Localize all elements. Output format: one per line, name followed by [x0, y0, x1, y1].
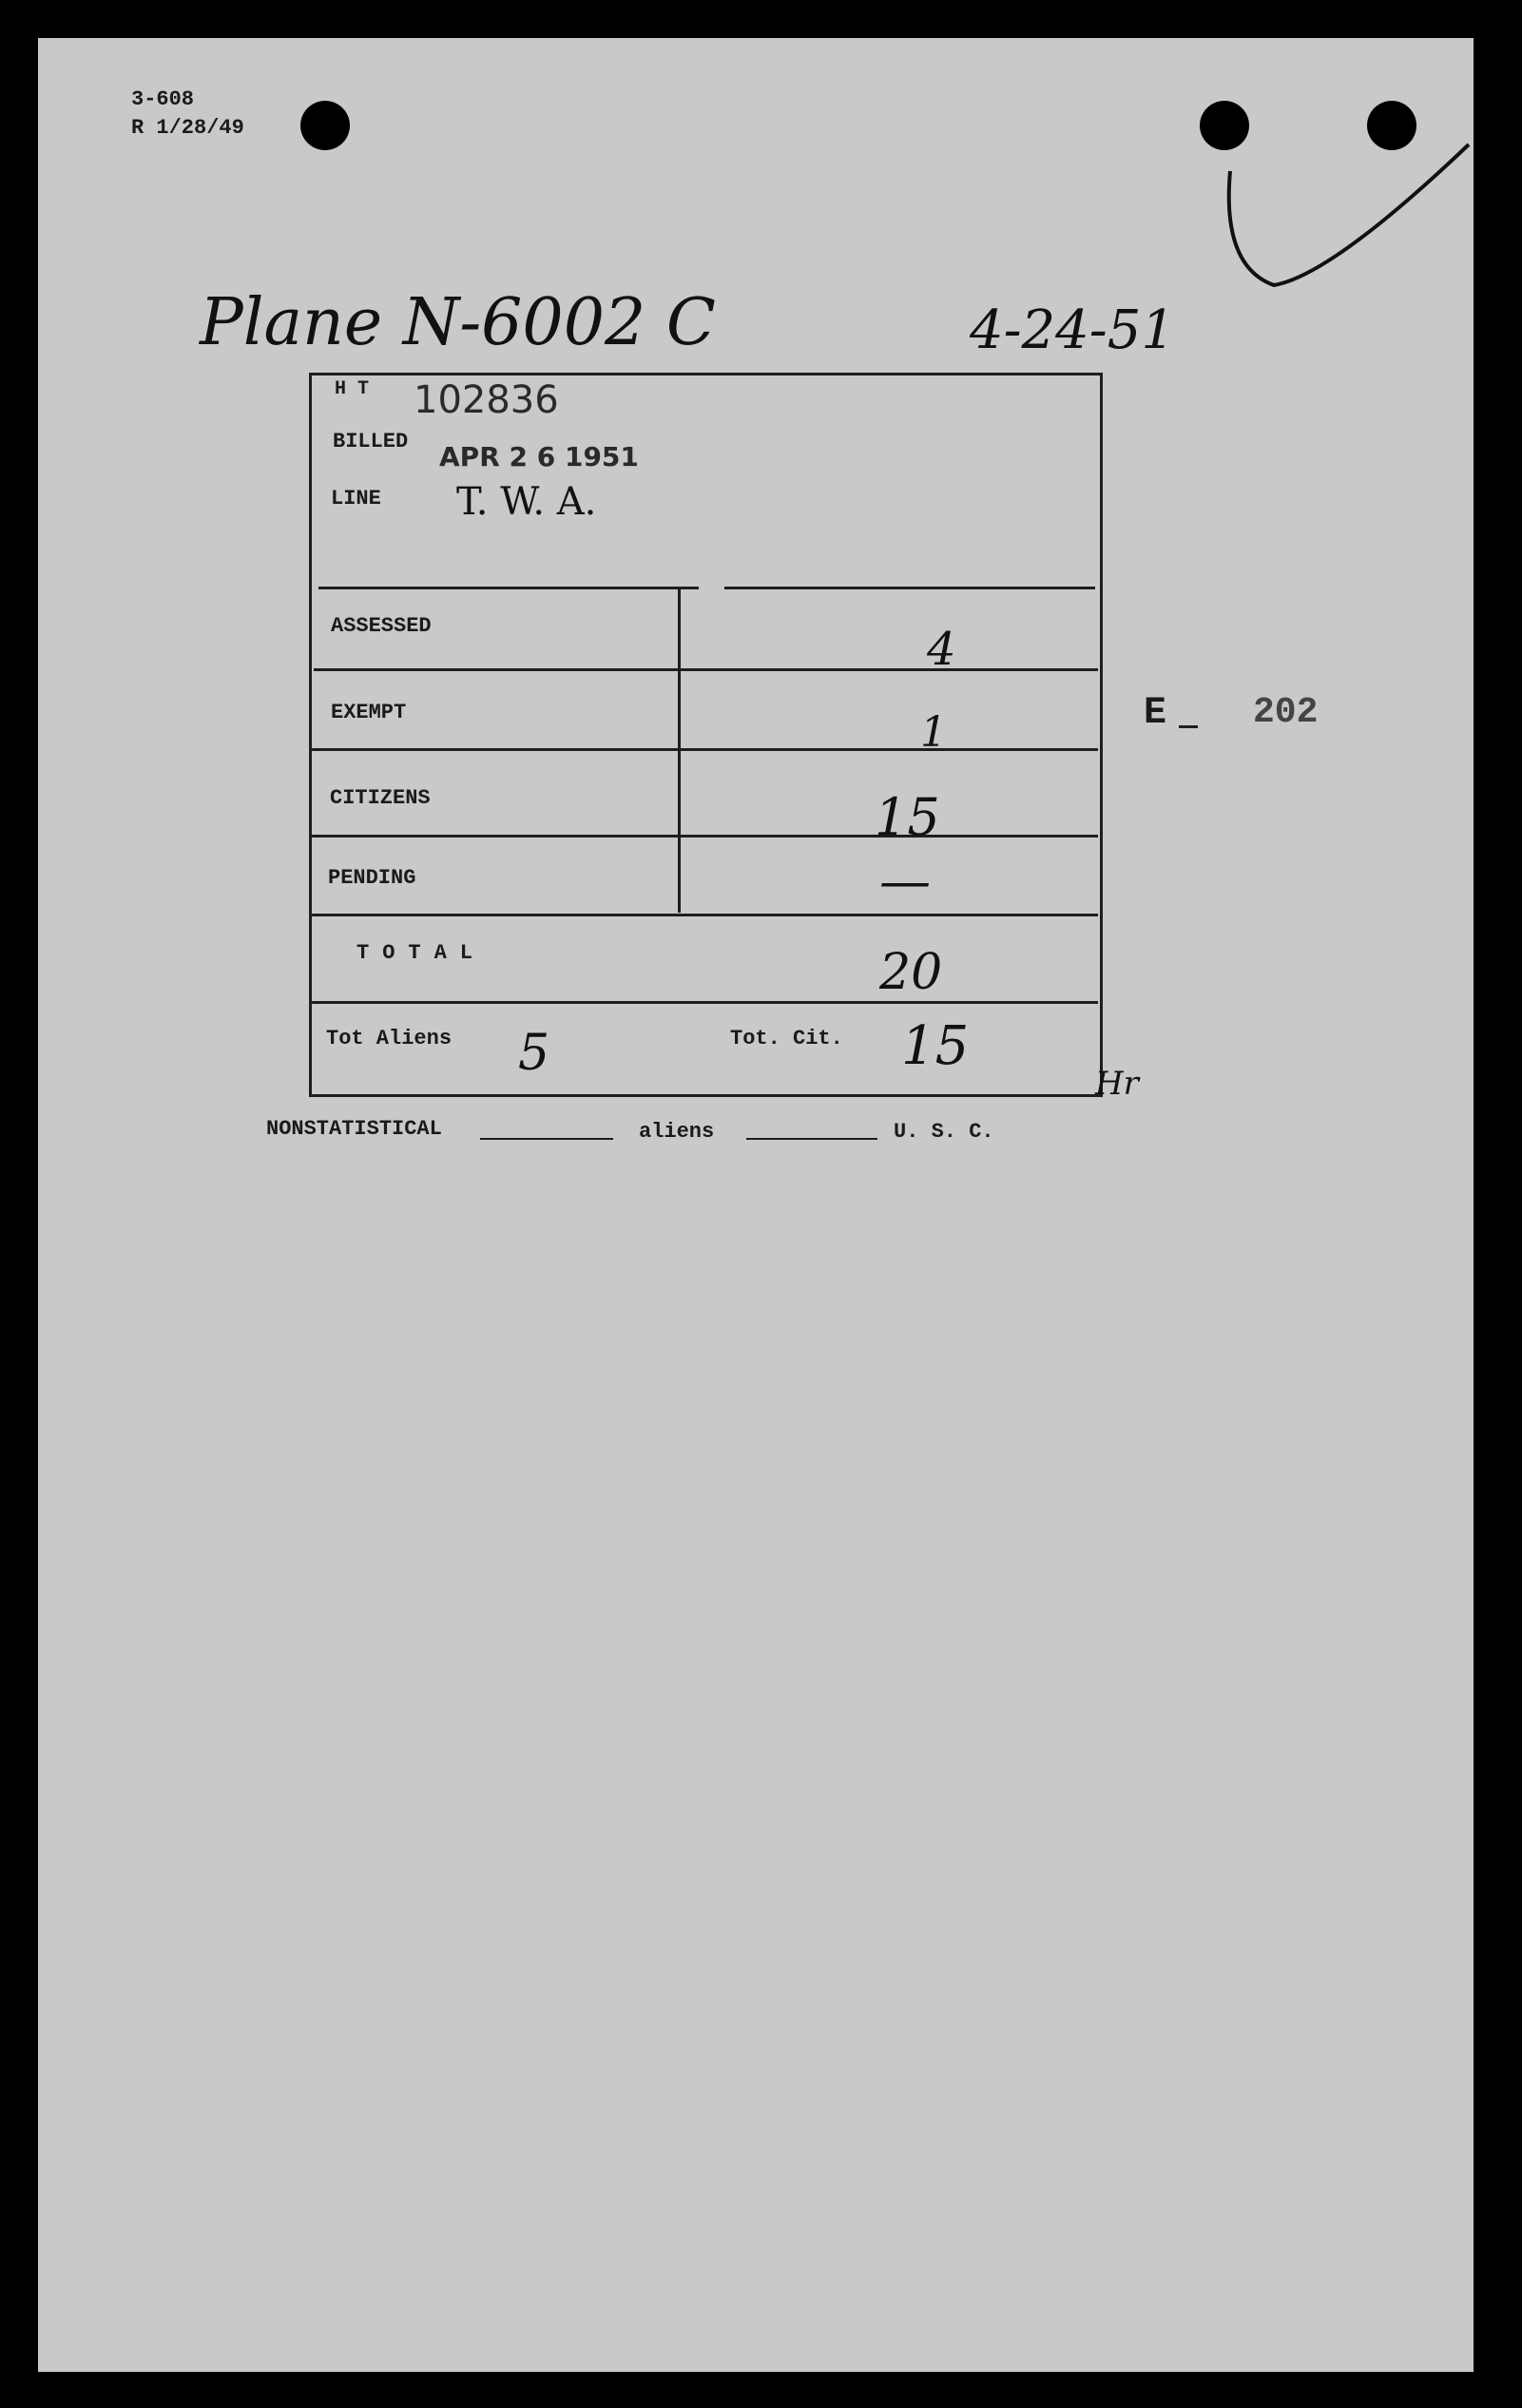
billed-label: BILLED: [333, 430, 409, 453]
assessed-label: ASSESSED: [331, 614, 432, 638]
citizens-value: 15: [875, 787, 940, 847]
citizens-label: CITIZENS: [330, 786, 431, 810]
total-value: 20: [879, 944, 943, 1001]
row-rule-3: [310, 835, 1098, 838]
tot-cit-label: Tot. Cit.: [730, 1027, 843, 1050]
check-mark: [1217, 133, 1483, 304]
initials-handwritten: Hr: [1095, 1065, 1139, 1103]
tot-cit-value: 15: [901, 1015, 970, 1077]
plane-handwritten: Plane N-6002 C: [200, 285, 716, 360]
box-left-border: [309, 373, 312, 1097]
exempt-value: 1: [920, 708, 947, 757]
tot-aliens-value: 5: [518, 1025, 550, 1082]
line-value: T. W. A.: [456, 480, 597, 524]
tot-aliens-label: Tot Aliens: [326, 1027, 453, 1050]
nonstatistical-blank: [480, 1138, 613, 1140]
side-stamp-letter: E: [1144, 692, 1167, 735]
aliens-blank: [746, 1138, 877, 1140]
date-handwritten: 4-24-51: [970, 299, 1175, 361]
assessed-value: 4: [927, 623, 956, 676]
form-revision: R 1/28/49: [131, 116, 244, 140]
total-label: TOTAL: [356, 941, 487, 965]
usc-label: U. S. C.: [894, 1120, 994, 1144]
line-label: LINE: [331, 487, 381, 510]
document-page: [38, 38, 1474, 2372]
table-column-divider: [678, 589, 681, 913]
exempt-label: EXEMPT: [331, 701, 407, 724]
side-stamp-dash: [1179, 725, 1198, 728]
billed-date-stamp: APR 2 6 1951: [439, 441, 639, 472]
box-bottom-border: [309, 1094, 1103, 1097]
form-number: 3-608: [131, 87, 195, 111]
nonstatistical-label: NONSTATISTICAL: [266, 1117, 442, 1141]
side-stamp-number: 202: [1253, 692, 1319, 733]
punch-hole-left: [300, 101, 350, 150]
ht-label: H T: [335, 378, 370, 400]
aliens-label: aliens: [639, 1120, 715, 1144]
row-rule-2: [312, 748, 1098, 751]
table-top-rule-right: [724, 587, 1095, 589]
pending-value: —: [879, 851, 931, 911]
row-rule-1: [314, 668, 1098, 671]
box-right-border: [1100, 373, 1103, 1097]
box-top-border: [309, 373, 1103, 376]
ht-number: 102836: [414, 378, 559, 422]
row-rule-4: [312, 914, 1098, 916]
row-rule-5: [312, 1001, 1098, 1004]
table-top-rule-left: [318, 587, 699, 589]
pending-label: PENDING: [328, 866, 416, 890]
